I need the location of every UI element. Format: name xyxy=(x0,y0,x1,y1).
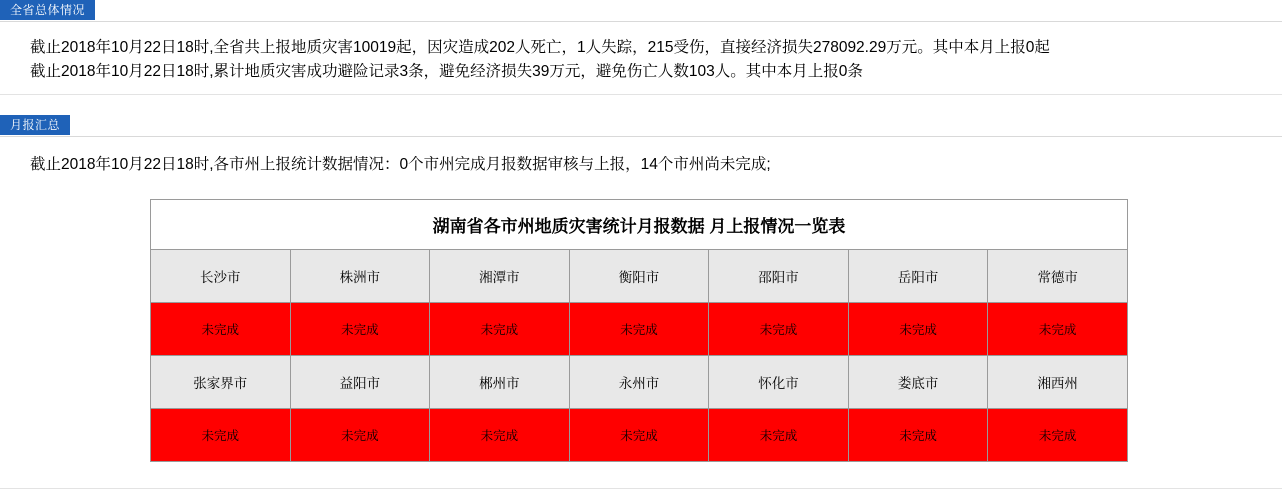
city-cell: 常德市 xyxy=(988,250,1128,303)
status-badge: 未完成 xyxy=(988,409,1128,462)
monthly-body xyxy=(0,137,1282,462)
city-cell: 怀化市 xyxy=(709,356,849,409)
status-badge: 未完成 xyxy=(151,303,291,356)
status-badge: 未完成 xyxy=(709,303,849,356)
overview-line-1: 截止2018年10月22日18时,全省共上报地质灾害10019起，因灾造成202人死亡，1人失踪，215受伤，直接经济损失278092.29万元。其中本月上报0起 xyxy=(30,39,1050,56)
monthly-panel xyxy=(0,115,1282,462)
table-row xyxy=(151,356,1128,409)
status-badge: 未完成 xyxy=(709,409,849,462)
city-cell: 邵阳市 xyxy=(709,250,849,303)
city-cell: 衡阳市 xyxy=(569,250,709,303)
status-badge: 未完成 xyxy=(569,409,709,462)
status-badge: 未完成 xyxy=(430,409,570,462)
city-cell: 张家界市 xyxy=(151,356,291,409)
city-cell: 郴州市 xyxy=(430,356,570,409)
status-badge: 未完成 xyxy=(290,409,430,462)
overview-body xyxy=(0,22,1282,94)
city-cell: 湘潭市 xyxy=(430,250,570,303)
city-cell: 株洲市 xyxy=(290,250,430,303)
city-cell: 永州市 xyxy=(569,356,709,409)
overview-panel xyxy=(0,0,1282,95)
table-title-row xyxy=(151,200,1128,250)
city-cell: 湘西州 xyxy=(988,356,1128,409)
status-badge: 未完成 xyxy=(988,303,1128,356)
monthly-tab-label[interactable]: 月报汇总 xyxy=(0,115,70,135)
monthly-intro-text: 截止2018年10月22日18时,各市州上报统计数据情况：0个市州完成月报数据审核与上报，14个市州尚未完成; xyxy=(30,156,771,173)
monthly-section-header xyxy=(0,115,1282,137)
overview-tab-label[interactable]: 全省总体情况 xyxy=(0,0,95,20)
status-badge: 未完成 xyxy=(848,303,988,356)
monthly-table-wrap xyxy=(0,199,1282,462)
overview-line-2: 截止2018年10月22日18时,累计地质灾害成功避险记录3条，避免经济损失39万元，避免伤亡人数103人。其中本月上报0条 xyxy=(30,63,863,80)
table-title: 湖南省各市州地质灾害统计月报数据 月上报情况一览表 xyxy=(151,200,1128,250)
panel-gap xyxy=(0,95,1282,115)
city-cell: 长沙市 xyxy=(151,250,291,303)
city-cell: 娄底市 xyxy=(848,356,988,409)
table-row xyxy=(151,409,1128,462)
table-row xyxy=(151,303,1128,356)
monthly-report-table xyxy=(150,199,1128,462)
page-bottom-divider xyxy=(0,488,1282,489)
status-badge: 未完成 xyxy=(848,409,988,462)
status-badge: 未完成 xyxy=(430,303,570,356)
city-cell: 岳阳市 xyxy=(848,250,988,303)
city-cell: 益阳市 xyxy=(290,356,430,409)
status-badge: 未完成 xyxy=(569,303,709,356)
status-badge: 未完成 xyxy=(151,409,291,462)
overview-section-header xyxy=(0,0,1282,22)
table-row xyxy=(151,250,1128,303)
status-badge: 未完成 xyxy=(290,303,430,356)
